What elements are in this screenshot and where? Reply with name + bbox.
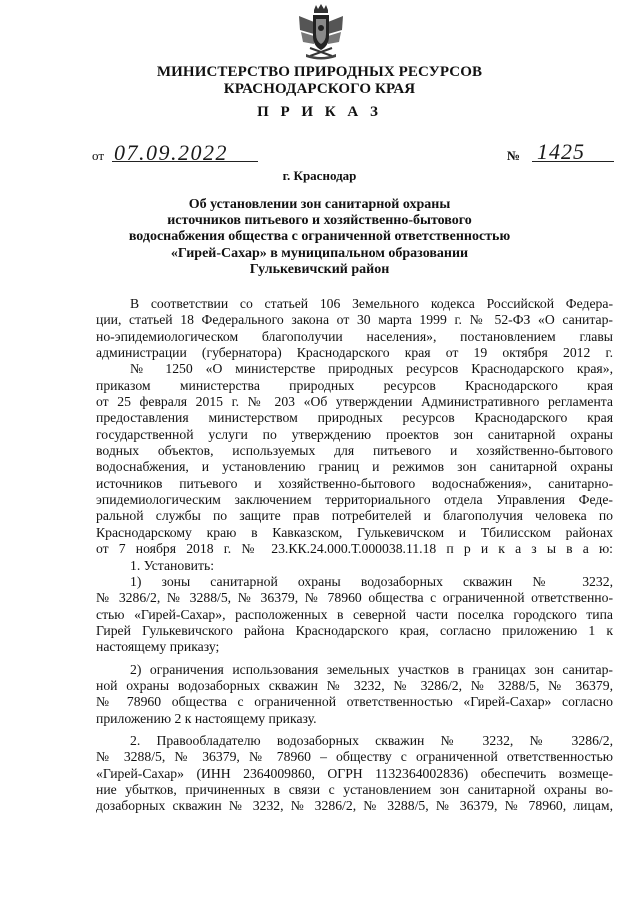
handwritten-number: 1425 xyxy=(537,139,585,164)
body-line: В соответствии со статьей 106 Земельного кодекса Российской Федера- xyxy=(130,296,613,311)
body-line: Краснодарскому краю в Кавказском, Гулькевичском и Тбилисском районах xyxy=(96,524,613,540)
body-line: дозаборных скважин № 3232, № 3286/2, № 3288/5, № 36379, № 78960, лицам, xyxy=(96,798,613,814)
body-line: ной охраны водозаборных скважин № 3232, № 3286/2, № 3288/5, № 36379, xyxy=(96,677,613,693)
body-line: источников питьевого и хозяйственно-бытового водоснабжения», санитарно- xyxy=(96,475,613,491)
body-line: водных объектов, используемых для питьевого и хозяйственно-бытового xyxy=(96,443,613,459)
body-line: 2) ограничения использования земельных участков в границах зон санитар- xyxy=(130,661,613,677)
date-underline xyxy=(112,161,258,162)
body-line: № 3286/2, № 3288/5, № 36379, № 78960 общества с ограниченной ответственно- xyxy=(96,590,613,606)
order-body xyxy=(96,296,613,815)
body-line: «Гирей-Сахар» (ИНН 2364009860, ОГРН 1132364002836) обеспечить возмеще- xyxy=(96,765,613,781)
subject-line: Гулькевичский район xyxy=(249,261,390,277)
handwritten-date: 07.09.2022 xyxy=(114,140,228,165)
subject-line: Об установлении зон санитарной охраны xyxy=(188,197,451,212)
number-underline xyxy=(532,161,614,162)
body-line: Гирей Гулькевичского района Краснодарского края, согласно приложению 1 к xyxy=(96,622,613,638)
body-line: приложению 2 к настоящему приказу. xyxy=(96,710,317,726)
date-number-row xyxy=(0,139,639,166)
date-prefix: от xyxy=(92,148,105,163)
subject-line: источников питьевого и хозяйственно-бытового xyxy=(167,213,472,229)
body-line: стью «Гирей-Сахар», расположенных в северной части поселка городского типа xyxy=(96,606,613,622)
body-line: от 25 февраля 2015 г. № 203 «Об утверждении Административного регламента xyxy=(96,394,613,410)
document-type-title: П Р И К А З xyxy=(257,104,382,120)
order-subject xyxy=(100,197,539,278)
subject-line: водоснабжения общества с ограниченной ответственностью xyxy=(128,229,511,245)
body-line: № 3288/5, № 36379, № 78960 – обществу с ограниченной ответственностью xyxy=(96,749,613,765)
body-line: государственной услуги по утверждению проектов зон санитарной охраны xyxy=(96,426,613,442)
body-line: но-эпидемиологическом благополучии населения», постановлением главы xyxy=(96,328,613,344)
body-line: 1) зоны санитарной охраны водозаборных скважин № 3232, xyxy=(130,573,613,589)
body-line: настоящему приказу; xyxy=(96,639,220,655)
body-line: ние убытков, причиненных в связи с установлением зон санитарной охраны во- xyxy=(96,781,613,797)
coat-of-arms-emblem xyxy=(296,4,346,60)
ministry-name-line1: МИНИСТЕРСТВО ПРИРОДНЫХ РЕСУРСОВ xyxy=(156,64,483,80)
body-line: 2. Правообладателю водозаборных скважин № 3232, № 3286/2, xyxy=(130,732,613,748)
body-line: водоснабжения, и установлению границ и режимов зон санитарной охраны xyxy=(96,459,613,475)
body-line: эпидемиологическим заключением территориального отдела Управления Феде- xyxy=(96,492,613,508)
body-line: ции, статьей 18 Федерального закона от 30 марта 1999 г. № 52-ФЗ «О санитар- xyxy=(96,312,613,328)
body-line: № 1250 «О министерстве природных ресурсов Краснодарского края», xyxy=(130,361,613,377)
body-line: 1. Установить: xyxy=(130,557,215,573)
body-line: ральной службы по защите прав потребителей и благополучия человека по xyxy=(96,508,613,524)
body-line: от 7 ноября 2018 г. № 23.КК.24.000.Т.000038.11.18 п р и к а з ы в а ю: xyxy=(96,541,613,557)
krasnodar-coat-of-arms-icon xyxy=(296,4,346,60)
body-line: № 78960 общества с ограниченной ответственностью «Гирей-Сахар» согласно xyxy=(96,694,613,710)
subject-line: «Гирей-Сахар» в муниципальном образовании xyxy=(170,245,469,261)
body-line: приказом министерства природных ресурсов Краснодарского края xyxy=(96,377,613,393)
body-line: администрации (губернатора) Краснодарского края от 19 октября 2012 г. xyxy=(96,345,613,361)
number-label: № xyxy=(507,148,521,163)
body-line: предоставления министерством природных ресурсов Краснодарского края xyxy=(96,410,613,426)
city-name: г. Краснодар xyxy=(282,168,357,183)
ministry-name-line2: КРАСНОДАРСКОГО КРАЯ xyxy=(223,81,416,97)
